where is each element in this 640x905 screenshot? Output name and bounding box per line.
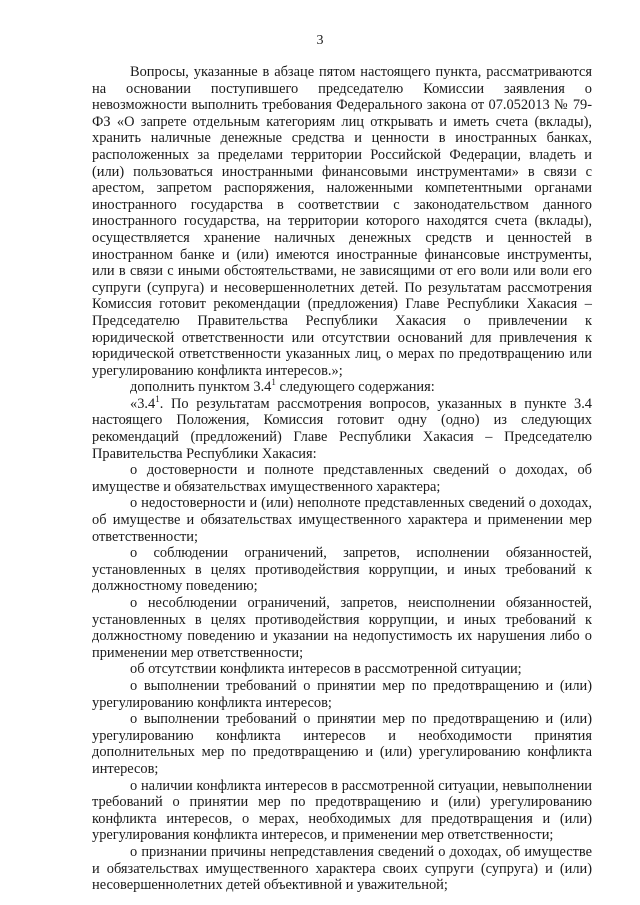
page-number: 3 xyxy=(316,33,324,48)
list-item-additional-measures: о выполнении требований о принятии мер по предотвращению и (или) урегулированию конфликта интересов и необходимости принятия дополнительных мер по предотвращению и (или) урегулированию конфликта интересов; xyxy=(92,711,592,777)
page-bottom-margin xyxy=(0,886,640,905)
list-item-non-compliance: о несоблюдении ограничений, запретов, неисполнении обязанностей, установленных в целях противодействия коррупции, и иных требований к должностному поведению и указании на недопустимость их нарушения либо о применении мер ответственности; xyxy=(92,595,592,661)
list-item-measures-fulfilled: о выполнении требований о принятии мер по предотвращению и (или) урегулированию конфликта интересов; xyxy=(92,677,592,711)
point-number: «3.4 xyxy=(130,395,156,412)
point-text: . По результатам рассмотрения вопросов, указанных в пункте 3.4 настоящего Положения, Комиссия готовит одну (одно) из следующих рекомендаций (предложений) Главе Республики Хакасия – Председателю Правительства Республики Хакасия: xyxy=(92,395,592,462)
paragraph-point-3-4-1 xyxy=(92,396,592,462)
list-item-no-conflict: об отсутствии конфликта интересов в рассмотренной ситуации; xyxy=(130,661,522,678)
list-item-unreliability: о недостоверности и (или) неполноте представленных сведений о доходах, об имуществе и обязательствах имущественного характера и применении мер ответственности; xyxy=(92,495,592,545)
list-item-reliability: о достоверности и полноте представленных сведений о доходах, об имуществе и обязательствах имущественного характера; xyxy=(92,462,592,495)
paragraph-amendment xyxy=(92,379,592,396)
list-item-compliance: о соблюдении ограничений, запретов, исполнении обязанностей, установленных в целях противодействия коррупции, и иных требований к должностному поведению; xyxy=(92,545,592,595)
amendment-text-start: дополнить пунктом 3.4 xyxy=(130,379,272,396)
point-superscript: 1 xyxy=(155,394,160,405)
amendment-text-end: следующего содержания: xyxy=(275,379,435,396)
list-item-conflict-present: о наличии конфликта интересов в рассмотренной ситуации, невыполнении требований о принятии мер по предотвращению и (или) урегулированию конфликта интересов, о мерах, необходимых для предотвращения и (или) урегулирования конфликта интересов, и применении мер ответственности; xyxy=(92,777,592,844)
paragraph-questions: Вопросы, указанные в абзаце пятом настоящего пункта, рассматриваются на основании поступившего председателю Комиссии заявления о невозможности выполнить требования Федерального закона от 07.052013 № 79-ФЗ «О запрете отдельным категориям лиц открывать и иметь счета (вклады), хранить наличные денежные средства и ценности в иностранных банках, расположенных за пределами территории Российской Федерации, владеть и (или) пользоваться иностранными финансовыми инструментами» в связи с арестом, запретом распоряжения, наложенными компетентными органами иностранного государства в соответствии с законодательством данного иностранного государства, на территории которого находятся счета (вклады), осуществляется хранение наличных денежных средств и ценностей в иностранном банке и (или) имеются иностранные финансовые инструменты, или в связи с иными обстоятельствами, не зависящими от его воли или воли его супруги (супруга) и несовершеннолетних детей. По результатам рассмотрения Комиссия готовит рекомендации (предложения) Главе Республики Хакасия – Председателю Правительства Республики Хакасия о привлечении к юридической ответственности или отсутствии оснований для привлечения к юридической ответственности указанных лиц, о мерах по предотвращению или урегулированию конфликта интересов.»; xyxy=(92,64,592,379)
list-item-valid-reason: о признании причины непредставления сведений о доходах, об имуществе и обязательствах имущественного характера своих супруги (супруга) и (или) несовершеннолетних детей объективной и уважительной; xyxy=(92,843,592,894)
document-body xyxy=(92,64,592,894)
amendment-superscript: 1 xyxy=(271,377,276,388)
